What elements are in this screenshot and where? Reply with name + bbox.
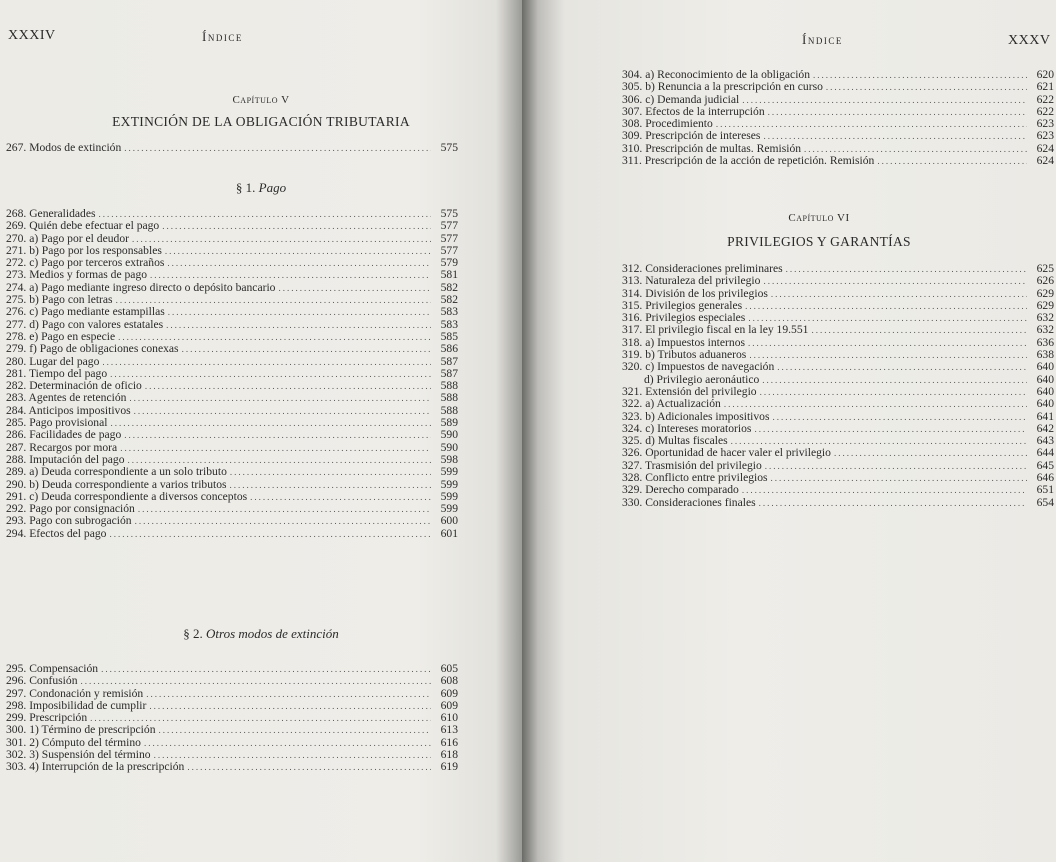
toc-entry-label: 311. Prescripción de la acción de repetición. Remisión — [622, 154, 875, 168]
leader-dots — [165, 245, 431, 257]
leader-dots — [230, 479, 431, 491]
toc-entry — [6, 269, 458, 281]
toc-entry-label: 299. Prescripción — [6, 711, 88, 725]
toc-entry-page: 582 — [440, 280, 458, 294]
toc-entry-label: 281. Tiempo del pago — [6, 366, 108, 380]
toc-entry-page: 579 — [440, 256, 458, 270]
toc-entry-label: 328. Conflicto entre privilegios — [622, 471, 768, 485]
toc-entry-label: 284. Anticipos impositivos — [6, 403, 131, 417]
leader-dots — [773, 411, 1028, 423]
toc-entry-label: 308. Procedimiento — [622, 117, 713, 131]
leader-dots — [763, 130, 1027, 142]
leader-dots — [771, 288, 1027, 300]
toc-entry-label: 317. El privilegio fiscal en la ley 19.551 — [622, 323, 809, 337]
leader-dots — [146, 688, 431, 700]
toc-entry-label: 293. Pago con subrogación — [6, 514, 132, 528]
toc-entry-label: 319. b) Tributos aduaneros — [622, 348, 747, 362]
left-page — [0, 0, 522, 862]
toc-entry-label: 310. Prescripción de multas. Remisión — [622, 141, 802, 155]
toc-entry — [622, 81, 1054, 93]
toc-entry-page: 599 — [440, 502, 458, 516]
toc-entry-page: 644 — [1036, 446, 1054, 460]
toc-entry-label: 324. c) Intereses moratorios — [622, 421, 752, 435]
leader-dots — [101, 663, 431, 675]
toc-entry-page: 640 — [1036, 360, 1054, 374]
toc-entry-page: 608 — [440, 674, 458, 688]
toc-entry-page: 619 — [440, 760, 458, 774]
toc-entry-label: 305. b) Renuncia a la prescripción en curso — [622, 80, 823, 94]
toc-entry-label: 274. a) Pago mediante ingreso directo o depósito bancario — [6, 280, 276, 294]
toc-entry-page: 587 — [440, 354, 458, 368]
leader-dots — [763, 275, 1027, 287]
leader-dots — [110, 417, 431, 429]
leader-dots — [762, 374, 1027, 386]
toc-entry-label: 322. a) Actualización — [622, 397, 721, 411]
leader-dots — [167, 257, 431, 269]
leader-dots — [166, 319, 431, 331]
leader-dots — [129, 392, 431, 404]
toc-entry-label: 296. Confusión — [6, 674, 78, 688]
toc-entry-label: 289. a) Deuda correspondiente a un solo tributo — [6, 465, 227, 479]
leader-dots — [748, 337, 1027, 349]
leader-dots — [162, 220, 431, 232]
toc-entry-page: 621 — [1036, 80, 1054, 94]
toc-entry-label: 283. Agentes de retención — [6, 391, 127, 405]
toc-entry — [622, 324, 1054, 336]
toc-entry-label: 270. a) Pago por el deudor — [6, 231, 129, 245]
toc-entry-page: 654 — [1036, 495, 1054, 509]
toc-entry — [6, 142, 458, 154]
leader-dots — [149, 700, 431, 712]
leader-dots — [168, 306, 431, 318]
toc-entry-label: 318. a) Impuestos internos — [622, 335, 746, 349]
toc-entry — [6, 356, 458, 368]
toc-entry-label: d) Privilegio aeronáutico — [644, 372, 760, 386]
toc-entry-page: 632 — [1036, 311, 1054, 325]
toc-entry-label: 300. 1) Término de prescripción — [6, 723, 156, 737]
toc-entry-label: 304. a) Reconocimiento de la obligación — [622, 68, 811, 81]
toc-entry-label: 309. Prescripción de intereses — [622, 129, 761, 143]
toc-entry-page: 599 — [440, 465, 458, 479]
right-folio: XXXV — [1008, 33, 1051, 48]
toc-entry — [6, 515, 458, 527]
toc-entry-label: 280. Lugar del pago — [6, 354, 100, 368]
leader-dots — [771, 472, 1027, 484]
toc-entry-page: 636 — [1036, 335, 1054, 349]
toc-entry-page: 575 — [440, 141, 458, 154]
leader-dots — [110, 368, 431, 380]
leader-dots — [777, 361, 1027, 373]
toc-entry — [6, 724, 458, 736]
toc-entry-page: 577 — [440, 219, 458, 233]
leader-dots — [745, 300, 1027, 312]
toc-entry-page: 629 — [1036, 286, 1054, 300]
section-2-title: Otros modos de extinción — [206, 626, 339, 641]
toc-entry-page: 616 — [440, 735, 458, 749]
leader-dots — [134, 405, 431, 417]
toc-entry-page: 599 — [440, 489, 458, 503]
chapter-v-title: EXTINCIÓN DE LA OBLIGACIÓN TRIBUTARIA — [112, 114, 410, 129]
toc-entry-page: 640 — [1036, 372, 1054, 386]
toc-entry-page: 622 — [1036, 92, 1054, 106]
leader-dots — [768, 106, 1027, 118]
leader-dots — [132, 233, 431, 245]
toc-entry-page: 601 — [440, 526, 458, 540]
toc-entry-label: 306. c) Demanda judicial — [622, 92, 740, 106]
toc-entry-page: 632 — [1036, 323, 1054, 337]
toc-entry-page: 590 — [440, 428, 458, 442]
toc-entry-page: 624 — [1036, 154, 1054, 168]
left-folio: XXXIV — [8, 28, 56, 43]
leader-dots — [716, 118, 1027, 130]
section-2-heading — [0, 626, 522, 642]
toc-entry-label: 323. b) Adicionales impositivos — [622, 409, 770, 423]
toc-entry-page: 626 — [1036, 274, 1054, 288]
leader-dots — [138, 503, 431, 515]
toc-entry-label: 291. c) Deuda correspondiente a diversos conceptos — [6, 489, 248, 503]
section-1-title: Pago — [258, 180, 287, 195]
toc-entry — [6, 343, 458, 355]
toc-entry-label: 307. Efectos de la interrupción — [622, 104, 765, 118]
toc-entry-label: 292. Pago por consignación — [6, 502, 135, 516]
toc-entry — [6, 306, 458, 318]
toc-entry-label: 327. Trasmisión del privilegio — [622, 458, 762, 472]
toc-entry-page: 613 — [440, 723, 458, 737]
toc-entry-label: 286. Facilidades de pago — [6, 428, 122, 442]
toc-entry-page: 600 — [440, 514, 458, 528]
leader-dots — [144, 737, 431, 749]
toc-entry-label: 269. Quién debe efectuar el pago — [6, 219, 160, 233]
leader-dots — [813, 69, 1027, 81]
section-2-number: § 2. — [183, 626, 203, 641]
toc-entry-label: 302. 3) Suspensión del término — [6, 748, 151, 762]
leader-dots — [742, 484, 1027, 496]
toc-entry-label: 273. Medios y formas de pago — [6, 268, 148, 282]
toc-entry-page: 598 — [440, 452, 458, 466]
toc-entry-page: 583 — [440, 317, 458, 331]
section-1-list — [6, 208, 458, 540]
toc-entry — [6, 761, 458, 773]
toc-entry-page: 581 — [440, 268, 458, 282]
section-2-list — [6, 663, 458, 774]
toc-entry-label: 313. Naturaleza del privilegio — [622, 274, 761, 288]
toc-entry-page: 577 — [440, 243, 458, 257]
toc-entry-label: 278. e) Pago en especie — [6, 329, 116, 343]
leader-dots — [760, 386, 1027, 398]
toc-entry-page: 625 — [1036, 262, 1054, 275]
toc-entry-page: 623 — [1036, 117, 1054, 131]
leader-dots — [742, 94, 1027, 106]
toc-entry-page: 583 — [440, 305, 458, 319]
toc-entry-page: 645 — [1036, 458, 1054, 472]
toc-entry-label: 279. f) Pago de obligaciones conexas — [6, 342, 179, 356]
toc-entry-page: 609 — [440, 698, 458, 712]
toc-entry-page: 646 — [1036, 471, 1054, 485]
toc-entry-label: 276. c) Pago mediante estampillas — [6, 305, 165, 319]
leader-dots — [135, 515, 431, 527]
leader-dots — [278, 282, 431, 294]
leader-dots — [749, 349, 1027, 361]
toc-entry-page: 582 — [440, 293, 458, 307]
leader-dots — [834, 447, 1027, 459]
toc-entry-label: 329. Derecho comparado — [622, 483, 739, 497]
toc-entry — [6, 675, 458, 687]
toc-entry-label: 268. Generalidades — [6, 207, 96, 220]
chapter-v-label: Capítulo V — [232, 94, 290, 106]
toc-entry-page: 609 — [440, 686, 458, 700]
toc-entry-label: 330. Consideraciones finales — [622, 495, 756, 509]
toc-entry-label: 275. b) Pago con letras — [6, 293, 113, 307]
chapter-vi-label: Capítulo VI — [788, 212, 850, 224]
toc-entry — [622, 447, 1054, 459]
toc-entry-page: 577 — [440, 231, 458, 245]
leader-dots — [182, 343, 431, 355]
leader-dots — [187, 761, 431, 773]
toc-entry-page: 642 — [1036, 421, 1054, 435]
toc-entry-page: 586 — [440, 342, 458, 356]
leader-dots — [754, 423, 1027, 435]
right-running-head: Índice — [802, 32, 843, 47]
toc-entry — [6, 392, 458, 404]
leader-dots — [154, 749, 431, 761]
toc-entry-label: 312. Consideraciones preliminares — [622, 262, 783, 275]
leader-dots — [877, 155, 1027, 167]
toc-entry-page: 618 — [440, 748, 458, 762]
toc-entry-label: 271. b) Pago por los responsables — [6, 243, 162, 257]
section-1-number: § 1. — [235, 180, 256, 195]
toc-entry-label: 282. Determinación de oficio — [6, 379, 142, 393]
toc-entry-page: 643 — [1036, 434, 1054, 448]
leader-dots — [150, 269, 431, 281]
toc-entry-label: 277. d) Pago con valores estatales — [6, 317, 164, 331]
toc-entry-page: 585 — [440, 329, 458, 343]
toc-entry-label: 294. Efectos del pago — [6, 526, 107, 540]
toc-entry — [622, 497, 1054, 509]
toc-entry-label: 303. 4) Interrupción de la prescripción — [6, 760, 185, 774]
leader-dots — [145, 380, 431, 392]
chapter-vi-title: PRIVILEGIOS Y GARANTÍAS — [727, 234, 911, 249]
leader-dots — [120, 442, 431, 454]
leader-dots — [811, 324, 1027, 336]
toc-entry-page: 590 — [440, 440, 458, 454]
toc-entry-page: 640 — [1036, 384, 1054, 398]
toc-entry-page: 575 — [440, 207, 458, 220]
toc-entry — [6, 479, 458, 491]
toc-entry-page: 624 — [1036, 141, 1054, 155]
toc-entry-label: 290. b) Deuda correspondiente a varios tributos — [6, 477, 227, 491]
toc-entry — [622, 275, 1054, 287]
toc-entry-label: 285. Pago provisional — [6, 416, 108, 430]
right-page — [522, 0, 1056, 862]
leader-dots — [159, 724, 432, 736]
left-running-head: Índice — [202, 29, 243, 44]
toc-entry — [6, 528, 458, 540]
leader-dots — [124, 142, 431, 154]
leader-dots — [250, 491, 431, 503]
toc-entry-page: 588 — [440, 379, 458, 393]
toc-entry-label: 315. Privilegios generales — [622, 298, 743, 312]
toc-entry-page: 605 — [440, 662, 458, 675]
toc-entry-page: 589 — [440, 416, 458, 430]
leader-dots — [102, 356, 431, 368]
toc-entry-page: 587 — [440, 366, 458, 380]
section-1-heading — [0, 180, 522, 196]
toc-entry-label: 321. Extensión del privilegio — [622, 384, 757, 398]
toc-entry-label: 287. Recargos por mora — [6, 440, 118, 454]
leader-dots — [124, 429, 431, 441]
toc-entry — [622, 130, 1054, 142]
toc-entry — [622, 398, 1054, 410]
toc-entry — [6, 220, 458, 232]
toc-entry-label: 298. Imposibilidad de cumplir — [6, 698, 147, 712]
toc-entry-label: 316. Privilegios especiales — [622, 311, 746, 325]
leader-dots — [724, 398, 1027, 410]
toc-entry-page: 638 — [1036, 348, 1054, 362]
toc-entry-label: 301. 2) Cómputo del término — [6, 735, 141, 749]
toc-entry-page: 623 — [1036, 129, 1054, 143]
toc-entry — [6, 466, 458, 478]
toc-entry — [6, 429, 458, 441]
chapter-vi-list — [622, 263, 1054, 509]
leader-dots — [109, 528, 431, 540]
leader-dots — [765, 460, 1027, 472]
toc-entry-page: 629 — [1036, 298, 1054, 312]
toc-entry — [622, 361, 1054, 373]
toc-entry-label: 288. Imputación del pago — [6, 452, 125, 466]
toc-entry — [622, 155, 1054, 167]
toc-entry-label: 320. c) Impuestos de navegación — [622, 360, 775, 374]
toc-entry-label: 325. d) Multas fiscales — [622, 434, 728, 448]
toc-entry-label: 314. División de los privilegios — [622, 286, 768, 300]
toc-entry-page: 610 — [440, 711, 458, 725]
toc-entry-label: 295. Compensación — [6, 662, 99, 675]
toc-entry-page: 640 — [1036, 397, 1054, 411]
leader-dots — [230, 466, 431, 478]
toc-entry — [622, 484, 1054, 496]
toc-entry-page: 620 — [1036, 68, 1054, 81]
toc-entry-label: 297. Condonación y remisión — [6, 686, 144, 700]
leader-dots — [786, 263, 1027, 275]
toc-entry-page: 588 — [440, 403, 458, 417]
toc-entry-page: 588 — [440, 391, 458, 405]
toc-entry-label: 326. Oportunidad de hacer valer el privilegio — [622, 446, 831, 460]
leader-dots — [81, 675, 432, 687]
left-intro-list — [6, 142, 458, 154]
toc-entry-page: 599 — [440, 477, 458, 491]
toc-entry-page: 622 — [1036, 104, 1054, 118]
toc-entry-page: 651 — [1036, 483, 1054, 497]
continued-list — [622, 69, 1054, 167]
toc-entry — [622, 411, 1054, 423]
leader-dots — [826, 81, 1027, 93]
leader-dots — [759, 497, 1027, 509]
toc-entry-page: 641 — [1036, 409, 1054, 423]
toc-entry-label: 272. c) Pago por terceros extraños — [6, 256, 165, 270]
toc-entry-label: 267. Modos de extinción — [6, 141, 122, 154]
